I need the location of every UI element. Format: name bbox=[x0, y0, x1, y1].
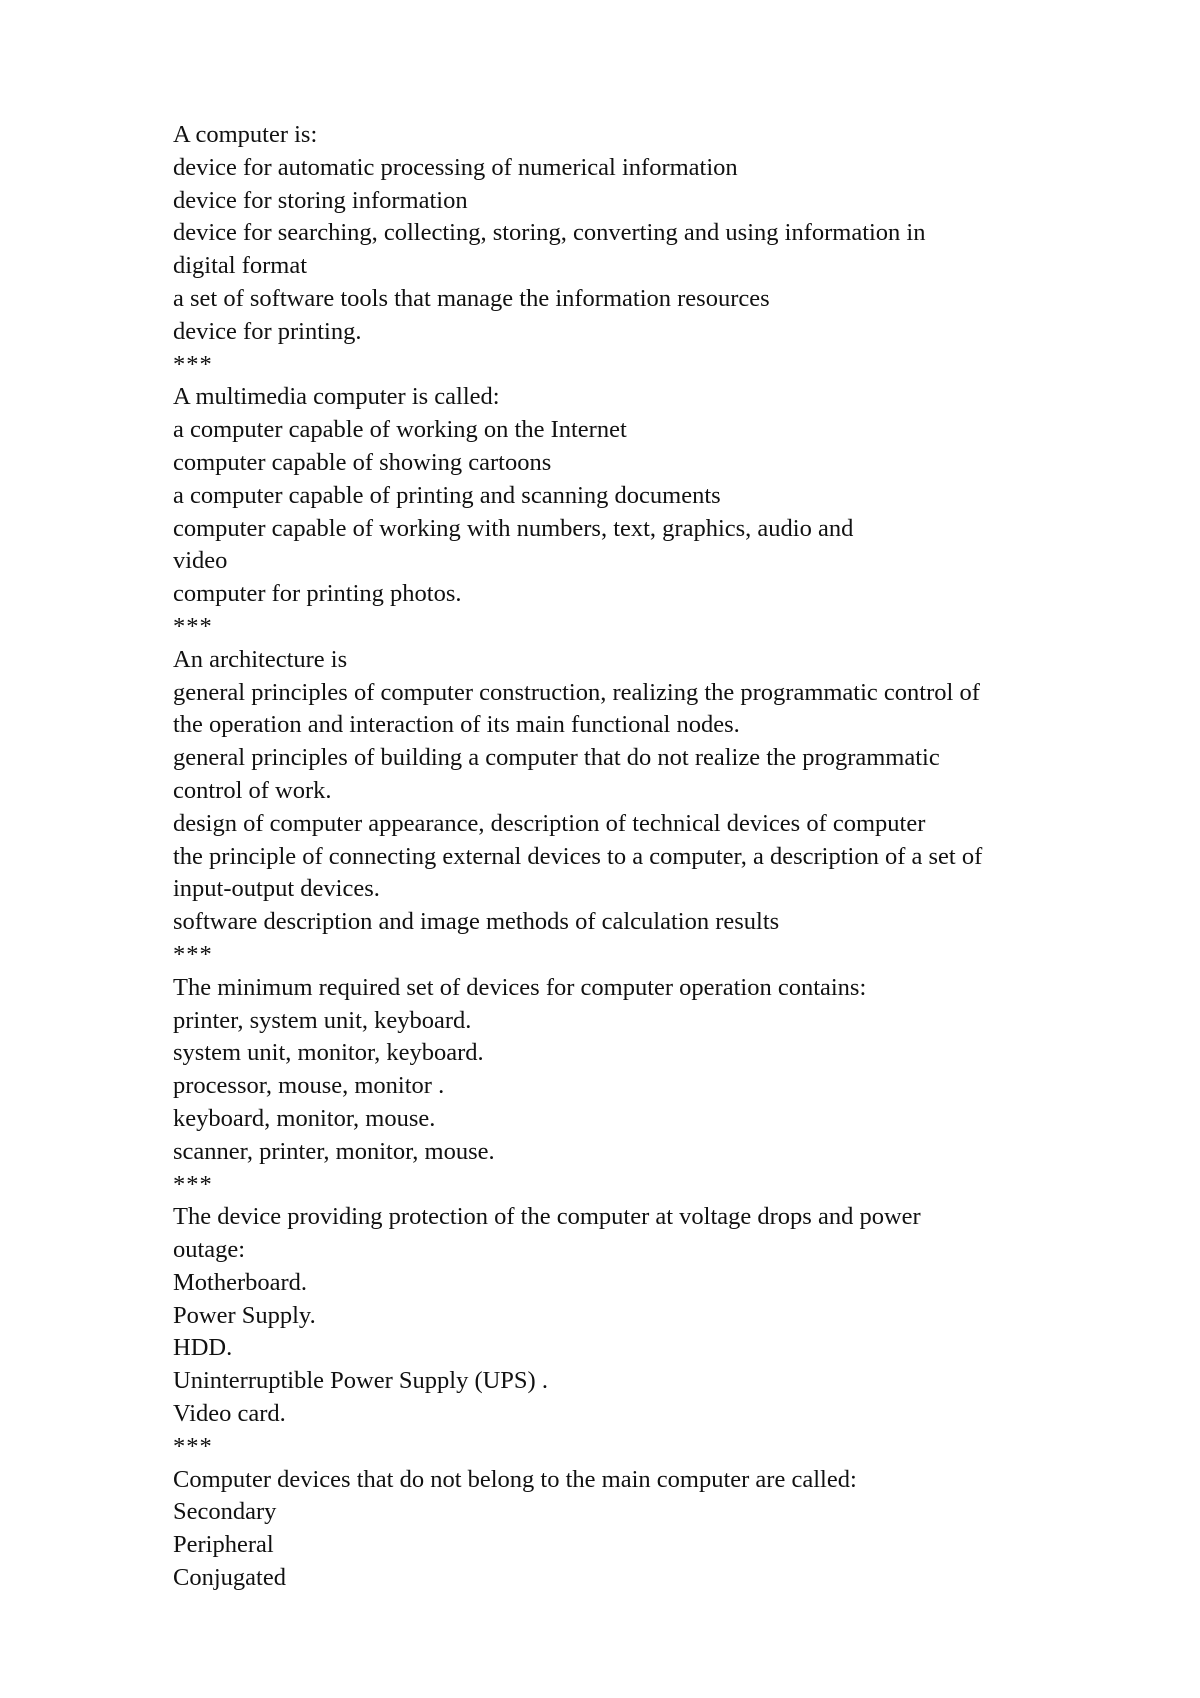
separator: *** bbox=[173, 612, 213, 640]
answer-option: keyboard, monitor, mouse. bbox=[173, 1104, 436, 1132]
question-block bbox=[173, 1464, 1133, 1595]
question-text: The minimum required set of devices for computer operation contains: bbox=[173, 973, 867, 1001]
answer-option: device for printing. bbox=[173, 317, 362, 345]
question-text: Computer devices that do not belong to the main computer are called: bbox=[173, 1465, 857, 1493]
answer-option: a computer capable of printing and scanning documents bbox=[173, 481, 721, 509]
question-block bbox=[173, 972, 1133, 1169]
question-text: A computer is: bbox=[173, 121, 318, 148]
answer-option: general principles of computer construction, realizing the programmatic control of bbox=[173, 678, 980, 706]
answer-option: Video card. bbox=[173, 1400, 286, 1428]
answer-option: digital format bbox=[173, 252, 308, 280]
answer-option: device for searching, collecting, storing, converting and using information in bbox=[173, 219, 926, 247]
separator: *** bbox=[173, 940, 213, 968]
answer-option: a computer capable of working on the Internet bbox=[173, 416, 627, 444]
quiz-text bbox=[173, 119, 1133, 1595]
answer-option: Power Supply. bbox=[173, 1301, 316, 1329]
answer-option: software description and image methods of calculation results bbox=[173, 908, 780, 936]
answer-option: HDD. bbox=[173, 1334, 233, 1362]
answer-option: printer, system unit, keyboard. bbox=[173, 1006, 472, 1034]
answer-option: a set of software tools that manage the information resources bbox=[173, 284, 770, 312]
answer-option: computer capable of working with numbers, text, graphics, audio and bbox=[173, 514, 854, 542]
answer-option: computer for printing photos. bbox=[173, 580, 462, 608]
answer-option: the operation and interaction of its main functional nodes. bbox=[173, 711, 740, 739]
question-block bbox=[173, 119, 1133, 349]
answer-option: computer capable of showing cartoons bbox=[173, 448, 552, 476]
answer-option: Motherboard. bbox=[173, 1268, 308, 1296]
answer-option: system unit, monitor, keyboard. bbox=[173, 1039, 484, 1067]
answer-option: processor, mouse, monitor . bbox=[173, 1072, 445, 1100]
answer-option: video bbox=[173, 547, 228, 575]
answer-option: Secondary bbox=[173, 1498, 277, 1526]
answer-option: general principles of building a computer that do not realize the programmatic bbox=[173, 744, 940, 772]
answer-option: Conjugated bbox=[173, 1564, 286, 1592]
answer-option: device for storing information bbox=[173, 186, 468, 214]
separator: *** bbox=[173, 1432, 213, 1460]
question-block bbox=[173, 644, 1133, 939]
answer-option: Peripheral bbox=[173, 1531, 274, 1559]
question-text: A multimedia computer is called: bbox=[173, 383, 500, 411]
answer-option: design of computer appearance, description of technical devices of computer bbox=[173, 809, 926, 837]
answer-option: input-output devices. bbox=[173, 875, 380, 903]
separator: *** bbox=[173, 1170, 213, 1198]
question-text: An architecture is bbox=[173, 645, 348, 673]
answer-option: device for automatic processing of numerical information bbox=[173, 153, 738, 181]
answer-option: scanner, printer, monitor, mouse. bbox=[173, 1137, 495, 1165]
separator: *** bbox=[173, 350, 213, 378]
question-block bbox=[173, 381, 1133, 611]
answer-option: control of work. bbox=[173, 776, 332, 804]
question-text: The device providing protection of the computer at voltage drops and power bbox=[173, 1203, 921, 1231]
answer-option: the principle of connecting external devices to a computer, a description of a set of bbox=[173, 842, 983, 870]
answer-option: Uninterruptible Power Supply (UPS) . bbox=[173, 1367, 548, 1395]
question-text: outage: bbox=[173, 1236, 246, 1264]
question-block bbox=[173, 1201, 1133, 1431]
